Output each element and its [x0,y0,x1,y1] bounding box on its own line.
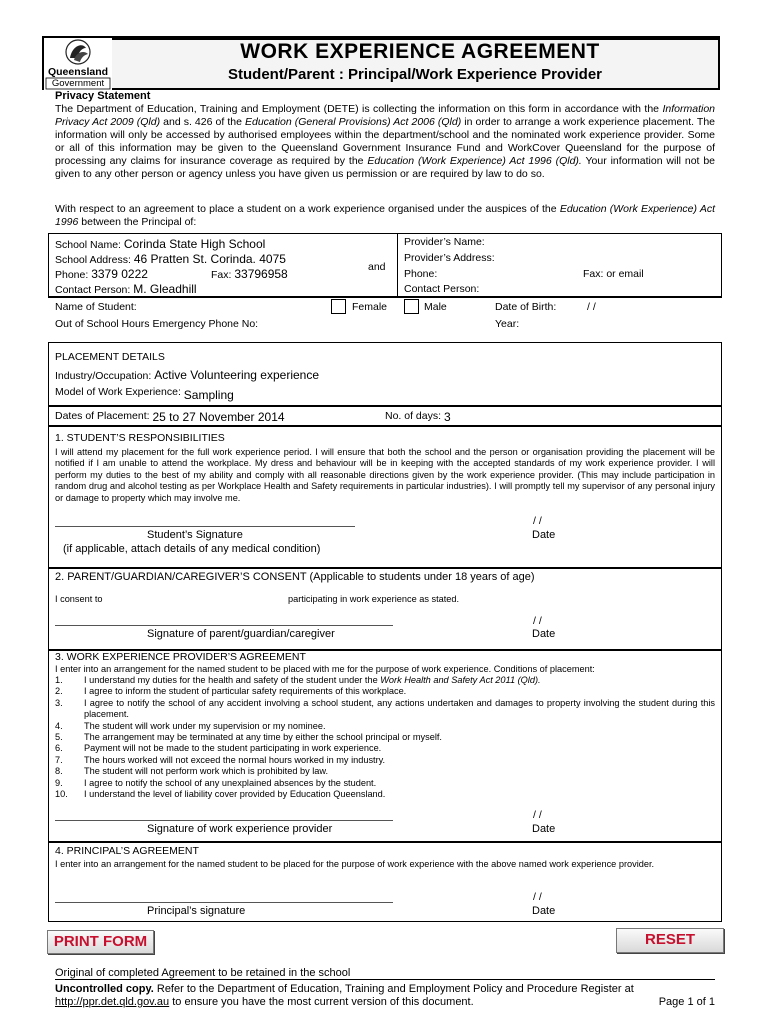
school-fax-label: Fax: [211,269,232,281]
dates-field[interactable]: 25 to 27 November 2014 [152,410,285,424]
logo-text-government: Government [51,78,105,89]
dob-label: Date of Birth: [495,301,557,313]
work-experience-act-name: Education (Work Experience) Act 1996 (Qld). [367,155,582,167]
conditions-list [55,675,715,800]
consent-suffix: participating in work experience as stated. [288,594,460,604]
condition-text: I agree to inform the student of particular safety requirements of this workplace. [84,686,407,697]
male-checkbox[interactable] [404,299,419,314]
dob-field[interactable]: / / [587,301,596,313]
condition-text: I understand the level of liability cover provided by Education Queensland. [84,789,386,800]
intro-text: between the Principal of: [78,216,197,228]
condition-number: 2. [55,686,63,697]
condition-number: 7. [55,754,63,765]
footer-link-row [55,996,474,1008]
model-row [55,384,234,402]
condition-number: 8. [55,766,63,777]
provider-address-label: Provider’s Address: [404,252,495,264]
privacy-text: Your information will not be given to any other person or agency unless you have given us permission or are required by law to do so. [55,155,715,180]
condition-number: 9. [55,777,63,788]
condition-text: Payment will not be made to the student participating in work experience. [84,743,382,754]
model-field[interactable]: Sampling [183,388,234,402]
logo-text-queensland: Queensland [47,66,109,78]
condition-item [55,789,715,800]
consent-prefix: I consent to [55,594,103,604]
medical-note: (if applicable, attach details of any medical condition) [63,543,321,555]
principal-date-label: Date [532,905,556,917]
school-phone-row [55,267,148,281]
page-number: Page 1 of 1 [658,996,715,1008]
principal-signature-line[interactable] [55,902,393,903]
industry-field[interactable]: Active Volunteering experience [154,368,320,382]
student-name-label: Name of Student: [55,301,137,313]
condition-item [55,766,715,777]
whs-act-name: Work Health and Safety Act 2011 (Qld). [380,675,541,685]
condition-text: I agree to notify the school of any accident involving a school student, any actions undertaken and damages to property involving the student during this placement. [84,697,715,720]
condition-number: 4. [55,720,63,731]
school-fax-row [211,267,288,281]
condition-item [55,732,715,743]
agreement-intro [55,203,715,229]
school-phone-field[interactable]: 3379 0222 [91,267,148,281]
school-fax-field[interactable]: 33796958 [234,267,288,281]
and-label: and [368,261,386,273]
footer-original-note: Original of completed Agreement to be retained in the school [55,967,351,979]
footer-link-suffix: to ensure you have the most current version of this document. [169,996,474,1008]
form-subtitle: Student/Parent : Principal/Work Experience Provider [228,66,602,83]
condition-text: I understand my duties for the health and safety of the student under the [84,675,381,685]
female-label: Female [352,301,388,313]
school-contact-field[interactable]: M. Gleadhill [133,282,197,296]
condition-text: The arrangement may be terminated at any time by either the school principal or myself. [84,732,442,743]
intro-text: With respect to an agreement to place a student on a work experience organised under the auspices of the [55,203,560,215]
condition-text: I agree to notify the school of any unexplained absences by the student. [84,777,377,788]
form-title: WORK EXPERIENCE AGREEMENT [240,40,600,63]
provider-date-field[interactable]: / / [533,809,542,821]
parent-signature-label: Signature of parent/guardian/caregiver [147,628,335,640]
section4-text: I enter into an arrangement for the named student to be placed for the purpose of work experience with the above named work experience provider. [55,859,655,869]
female-checkbox[interactable] [331,299,346,314]
student-row-divider [48,297,722,298]
provider-signature-label: Signature of work experience provider [147,823,333,835]
queensland-government-logo [44,38,112,90]
school-contact-label: Contact Person: [55,284,131,296]
provider-name-label: Provider’s Name: [404,236,485,248]
school-phone-label: Phone: [55,269,89,281]
condition-number: 1. [55,675,63,685]
intro-act-name: Education (Work Experience) Act 1996 [55,203,715,228]
model-label: Model of Work Experience: [55,386,181,398]
placement-heading: PLACEMENT DETAILS [55,351,165,363]
provider-phone-label: Phone: [404,268,438,280]
footer-uncontrolled-note [55,982,717,996]
condition-number: 3. [55,697,63,708]
school-address-label: School Address: [55,254,131,266]
provider-contact-label: Contact Person: [404,283,480,295]
print-form-button[interactable]: PRINT FORM [47,930,154,954]
condition-item [55,686,715,697]
male-label: Male [424,301,447,313]
year-label: Year: [495,318,520,330]
section4-heading: 4. PRINCIPAL’S AGREEMENT [55,845,199,857]
section3-heading: 3. WORK EXPERIENCE PROVIDER’S AGREEMENT [55,651,306,663]
privacy-act-name: Information Privacy Act 2009 (Qld) [55,103,715,128]
condition-text: The hours worked will not exceed the normal hours worked in my industry. [84,754,386,765]
condition-number: 5. [55,732,63,743]
days-field[interactable]: 3 [443,410,451,424]
dates-label: Dates of Placement: [55,410,150,422]
days-row [385,408,451,422]
condition-item [55,778,715,789]
condition-number: 6. [55,743,63,754]
privacy-text: The Department of Education, Training and Employment (DETE) is collecting the information on this form in accordance with the [55,103,663,115]
condition-item [55,698,715,721]
days-label: No. of days: [385,410,442,422]
parent-signature-line[interactable] [55,625,393,626]
footer-divider [55,979,715,980]
school-name-field[interactable]: Corinda State High School [123,237,266,251]
section2-heading: 2. PARENT/GUARDIAN/CAREGIVER’S CONSENT (Applicable to students under 18 years of age) [55,571,535,583]
condition-text: The student will work under my supervision or my nominee. [84,720,326,731]
student-signature-line[interactable] [55,526,355,527]
provider-fax-label: Fax: or email [583,268,644,280]
condition-item [55,743,715,754]
condition-item [55,675,715,686]
privacy-statement [55,103,715,181]
school-address-field[interactable]: 46 Pratten St. Corinda. 4075 [133,252,286,266]
condition-number: 10. [55,789,68,800]
school-contact-row [55,282,197,296]
privacy-heading: Privacy Statement [55,90,151,102]
dates-row [55,408,285,422]
education-act-name: Education (General Provisions) Act 2006 (Qld) [244,116,462,128]
provider-date-label: Date [532,823,556,835]
condition-item [55,755,715,766]
privacy-text: in order to arrange a work experience placement. The information will only be accessed by authorised employees within the department/school and the nominated work experience provider. Some or all of this information may be given to the Queensland Government Insurance Fund and WorkCover Queensland for the purpose of processing any claims for insurance coverage as required by the [55,116,716,167]
principal-date-field[interactable]: / / [533,891,542,903]
industry-label: Industry/Occupation: [55,370,152,382]
section1-heading: 1. STUDENT’S RESPONSIBILITIES [55,432,225,444]
school-name-label: School Name: [55,239,121,251]
student-date-field[interactable]: / / [533,515,542,527]
student-date-label: Date [532,529,556,541]
reset-button[interactable]: RESET [616,928,724,953]
school-address-row [55,252,286,266]
principal-signature-label: Principal’s signature [147,905,246,917]
condition-text: The student will not perform work which is prohibited by law. [84,766,329,777]
emergency-phone-label: Out of School Hours Emergency Phone No: [55,318,259,330]
uncontrolled-copy-label: Uncontrolled copy. [55,983,154,995]
ppr-link[interactable]: http://ppr.det.qld.gov.au [55,996,170,1008]
student-signature-label: Student’s Signature [147,529,243,541]
footer-refer-text: Refer to the Department of Education, Training and Employment Policy and Procedure Register at [153,983,634,995]
school-name-row [55,237,265,251]
provider-signature-line[interactable] [55,820,393,821]
industry-row [55,368,319,382]
parent-date-field[interactable]: / / [533,615,542,627]
section1-text: I will attend my placement for the full work experience period. I will ensure that both the school and the person or organisation providing the placement will be notified if I am unable to attend the workplace. My dress and behaviour will be in keeping with the accepted standards of my work experience provider. I will perform my duties to the best of my ability and comply with all reasonable directions given by the work experience provider. (This may include participation in random drug and alcohol testing as per Workplace Health and Safety requirements in particular industries). I will promptly tell my supervisor of any personal injury or damage to property which may involve me. [55,447,715,503]
privacy-text: and s. 426 of the [160,116,245,128]
condition-item [55,721,715,732]
parent-date-label: Date [532,628,556,640]
section3-intro: I enter into an arrangement for the named student to be placed with me for the purpose of work experience. Conditions of placement: [55,664,595,674]
parties-divider [397,233,398,297]
